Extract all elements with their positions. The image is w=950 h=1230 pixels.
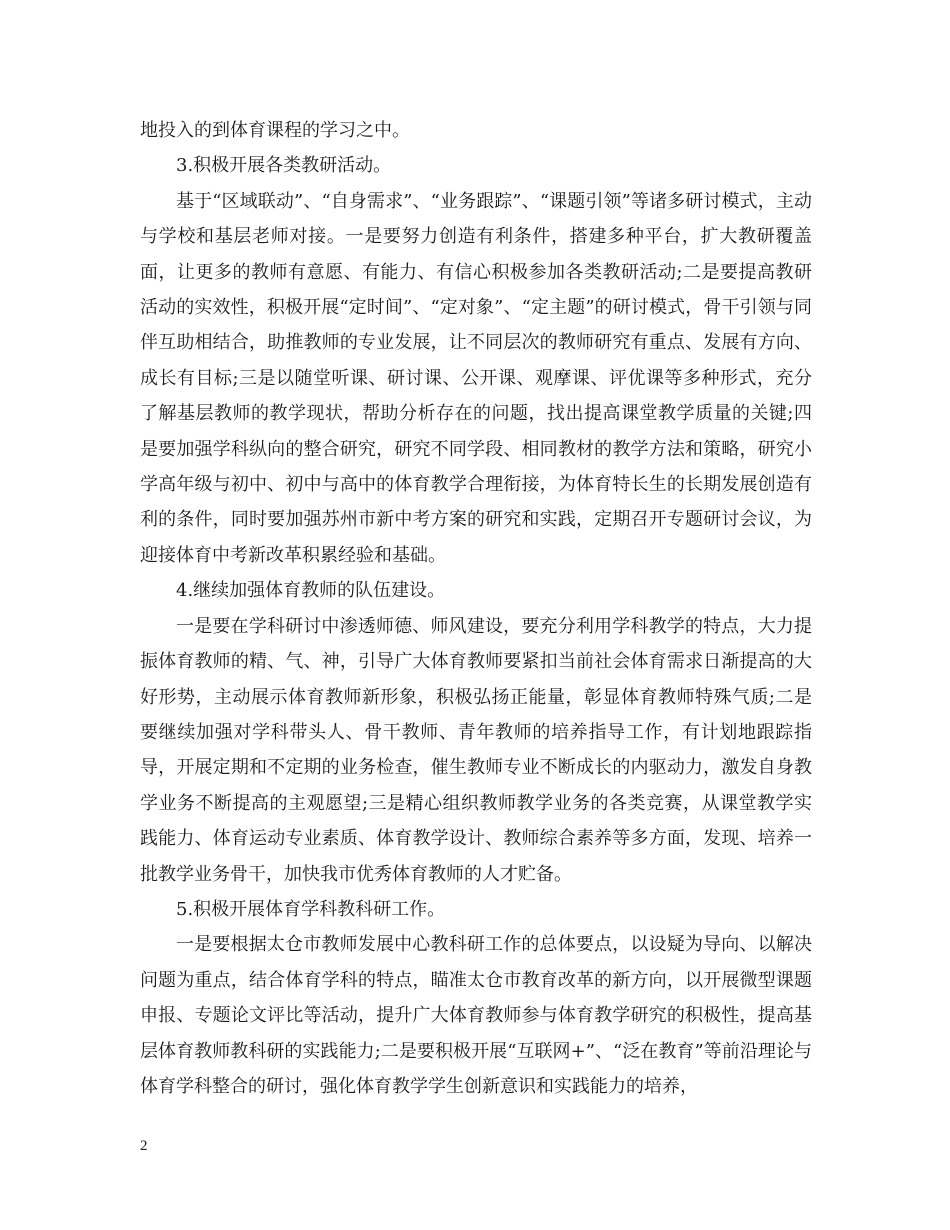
paragraph-continuation: 地投入的到体育课程的学习之中。 <box>140 120 410 141</box>
heading-item-5: 5.积极开展体育学科教科研工作。 <box>176 898 446 920</box>
paragraph-teacher-team: 一是要在学科研讨中渗透师德、师风建设，要充分利用学科教学的特点，大力提振体育教师的精、气、神，引导广大体育教师要紧扣当前社会体育需求日渐提高的大好形势，主动展示体育教师新形象，积极弘扬正能量，彰显体育教师特殊气质;二是要继续加强对学科带头人、骨干教师、青年教师的培养指导工作，有计划地跟踪指导，开展定期和不定期的业务检查，催生教师专业不断成长的内驱动力，激发自身教学业务不断提高的主观愿望;三是精心组织教师教学业务的各类竞赛，从课堂教学实践能力、体育运动专业素质、体育教学设计、教师综合素养等多方面，发现、培养一批教学业务骨干，加快我市优秀体育教师的人才贮备。 <box>140 615 812 885</box>
heading-item-4: 4.继续加强体育教师的队伍建设。 <box>176 580 446 602</box>
heading-item-3: 3.积极开展各类教研活动。 <box>176 155 392 177</box>
paragraph-research-work: 一是要根据太仓市教师发展中心教科研工作的总体要点，以设疑为导向、以解决问题为重点，结合体育学科的特点，瞄准太仓市教育改革的新方向，以开展微型课题申报、专题论文评比等活动，提升广大体育教师参与体育教学研究的积极性，提高基层体育教师教科研的实践能力;二是要积极开展“互联网+”、“泛在教育”等前沿理论与体育学科整合的研讨，强化体育教学学生创新意识和实践能力的培养， <box>140 934 812 1097</box>
page-number: 2 <box>140 1138 148 1154</box>
paragraph-research-activities: 基于“区域联动”、“自身需求”、“业务跟踪”、“课题引领”等诸多研讨模式，主动与学校和基层老师对接。一是要努力创造有利条件，搭建多种平台，扩大教研覆盖面，让更多的教师有意愿、有能力、有信心积极参加各类教研活动;二是要提高教研活动的实效性，积极开展“定时间”、“定对象”、“定主题”的研讨模式，骨干引领与同伴互助相结合，助推教师的专业发展，让不同层次的教师研究有重点、发展有方向、成长有目标;三是以随堂听课、研讨课、公开课、观摩课、评优课等多种形式，充分了解基层教师的教学现状，帮助分析存在的问题，找出提高课堂教学质量的关键;四是要加强学科纵向的整合研究，研究不同学段、相同教材的教学方法和策略，研究小学高年级与初中、初中与高中的体育教学合理衔接，为体育特长生的长期发展创造有利的条件，同时要加强苏州市新中考方案的研究和实践，定期召开专题研讨会议，为迎接体育中考新改革积累经验和基础。 <box>140 190 812 566</box>
document-body <box>140 113 812 1104</box>
